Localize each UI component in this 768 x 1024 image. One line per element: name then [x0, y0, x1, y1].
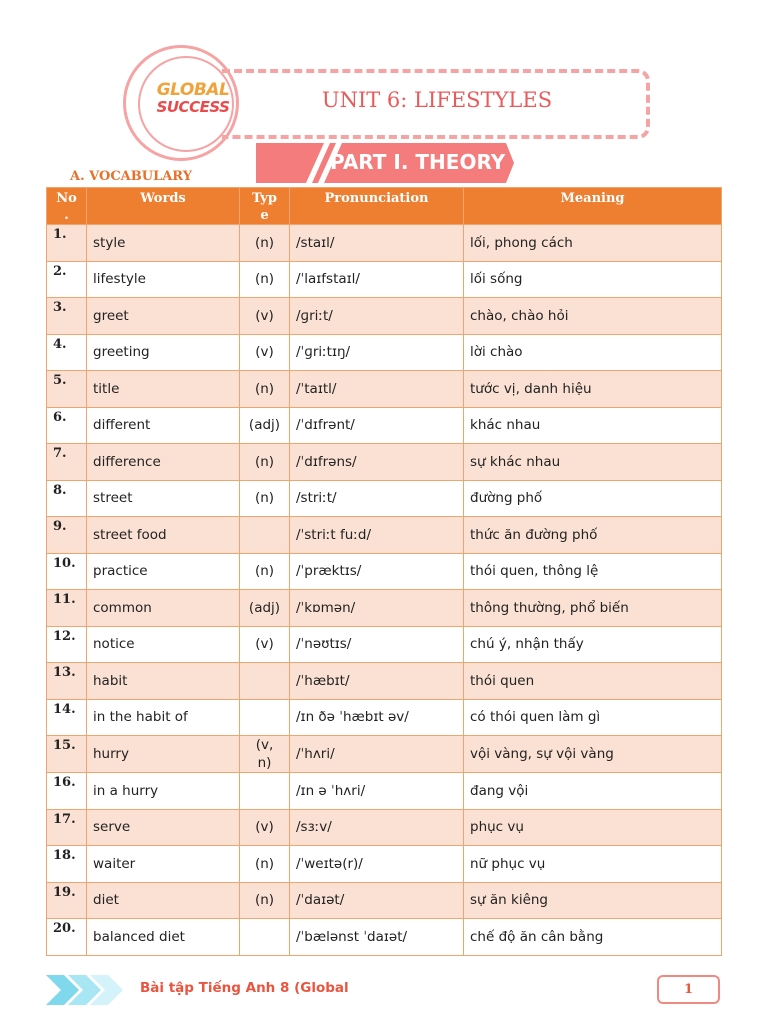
cell-number: 12. — [47, 626, 87, 663]
cell-pronunciation: /ˈdaɪət/ — [290, 882, 464, 919]
cell-number: 2. — [47, 261, 87, 298]
cell-type — [240, 773, 290, 810]
table-row — [47, 846, 722, 883]
cell-type: (adj) — [240, 407, 290, 444]
cell-number: 19. — [47, 882, 87, 919]
cell-pronunciation: /ˈweɪtə(r)/ — [290, 846, 464, 883]
table-row — [47, 919, 722, 956]
cell-number: 5. — [47, 371, 87, 408]
cell-type: (v) — [240, 626, 290, 663]
cell-meaning: thói quen — [464, 663, 722, 700]
cell-word: style — [87, 225, 240, 262]
cell-type — [240, 699, 290, 736]
cell-number: 1. — [47, 225, 87, 262]
cell-meaning: có thói quen làm gì — [464, 699, 722, 736]
cell-number: 9. — [47, 517, 87, 554]
cell-pronunciation: /ɪn ə ˈhʌri/ — [290, 773, 464, 810]
header-meaning: Meaning — [464, 188, 722, 225]
cell-type: (n) — [240, 444, 290, 481]
footer-chevron-icon — [46, 975, 136, 1005]
cell-word: title — [87, 371, 240, 408]
cell-pronunciation: /staɪl/ — [290, 225, 464, 262]
cell-pronunciation: /ˈtaɪtl/ — [290, 371, 464, 408]
cell-number: 4. — [47, 334, 87, 371]
cell-pronunciation: /ˈstriːt fuːd/ — [290, 517, 464, 554]
cell-meaning: tước vị, danh hiệu — [464, 371, 722, 408]
cell-word: lifestyle — [87, 261, 240, 298]
header-no: No . — [47, 188, 87, 225]
table-row — [47, 773, 722, 810]
cell-word: in a hurry — [87, 773, 240, 810]
cell-word: street — [87, 480, 240, 517]
table-row — [47, 298, 722, 335]
cell-pronunciation: /ɪn ðə ˈhæbɪt əv/ — [290, 699, 464, 736]
cell-word: greeting — [87, 334, 240, 371]
cell-word: greet — [87, 298, 240, 335]
cell-number: 17. — [47, 809, 87, 846]
cell-number: 11. — [47, 590, 87, 627]
table-row — [47, 444, 722, 481]
unit-title: UNIT 6: LIFESTYLES — [321, 88, 553, 112]
logo-line-1: GLOBAL — [156, 80, 230, 100]
cell-meaning: sự khác nhau — [464, 444, 722, 481]
table-row — [47, 736, 722, 773]
cell-meaning: đang vội — [464, 773, 722, 810]
cell-meaning: chế độ ăn cân bằng — [464, 919, 722, 956]
table-row — [47, 225, 722, 262]
section-title: A. VOCABULARY — [70, 169, 192, 184]
cell-word: different — [87, 407, 240, 444]
cell-word: common — [87, 590, 240, 627]
cell-word: practice — [87, 553, 240, 590]
table-row — [47, 809, 722, 846]
cell-type: (n) — [240, 225, 290, 262]
table-row — [47, 371, 722, 408]
cell-type — [240, 919, 290, 956]
cell-number: 15. — [47, 736, 87, 773]
cell-word: serve — [87, 809, 240, 846]
table-row — [47, 663, 722, 700]
vocabulary-table — [46, 187, 722, 956]
cell-number: 14. — [47, 699, 87, 736]
cell-pronunciation: /sɜːv/ — [290, 809, 464, 846]
cell-number: 8. — [47, 480, 87, 517]
table-row — [47, 626, 722, 663]
cell-meaning: thói quen, thông lệ — [464, 553, 722, 590]
cell-pronunciation: /ˈdɪfrənt/ — [290, 407, 464, 444]
cell-number: 7. — [47, 444, 87, 481]
cell-meaning: phục vụ — [464, 809, 722, 846]
cell-meaning: nữ phục vụ — [464, 846, 722, 883]
part-title: PART I. THEORY — [330, 150, 506, 174]
cell-meaning: thông thường, phổ biến — [464, 590, 722, 627]
cell-meaning: lối sống — [464, 261, 722, 298]
cell-number: 10. — [47, 553, 87, 590]
cell-word: in the habit of — [87, 699, 240, 736]
cell-pronunciation: /ˈɡriːtɪŋ/ — [290, 334, 464, 371]
footer-book-title: Bài tập Tiếng Anh 8 (Global — [140, 980, 349, 996]
cell-number: 6. — [47, 407, 87, 444]
cell-type: (v) — [240, 298, 290, 335]
cell-type: (v) — [240, 809, 290, 846]
cell-meaning: lời chào — [464, 334, 722, 371]
table-row — [47, 407, 722, 444]
header-pronunciation: Pronunciation — [290, 188, 464, 225]
table-row — [47, 334, 722, 371]
cell-word: hurry — [87, 736, 240, 773]
cell-type: (n) — [240, 846, 290, 883]
cell-type — [240, 663, 290, 700]
cell-type: (v) — [240, 334, 290, 371]
cell-word: notice — [87, 626, 240, 663]
header-type: Typ e — [240, 188, 290, 225]
cell-number: 3. — [47, 298, 87, 335]
cell-pronunciation: /ˈnəʊtɪs/ — [290, 626, 464, 663]
cell-word: waiter — [87, 846, 240, 883]
cell-meaning: chào, chào hỏi — [464, 298, 722, 335]
cell-word: street food — [87, 517, 240, 554]
table-row — [47, 553, 722, 590]
cell-number: 16. — [47, 773, 87, 810]
table-row — [47, 480, 722, 517]
cell-pronunciation: /ˈhæbɪt/ — [290, 663, 464, 700]
table-header-row — [47, 188, 722, 225]
cell-meaning: lối, phong cách — [464, 225, 722, 262]
cell-number: 13. — [47, 663, 87, 700]
table-row — [47, 590, 722, 627]
table-row — [47, 882, 722, 919]
cell-word: diet — [87, 882, 240, 919]
cell-type: (n) — [240, 480, 290, 517]
cell-pronunciation: /ˈlaɪfstaɪl/ — [290, 261, 464, 298]
cell-meaning: vội vàng, sự vội vàng — [464, 736, 722, 773]
table-row — [47, 517, 722, 554]
cell-number: 18. — [47, 846, 87, 883]
cell-meaning: chú ý, nhận thấy — [464, 626, 722, 663]
logo-line-2: SUCCESS — [156, 98, 230, 116]
cell-type: (n) — [240, 882, 290, 919]
cell-type: (v, n) — [240, 736, 290, 773]
cell-pronunciation: /ˈpræktɪs/ — [290, 553, 464, 590]
table-row — [47, 699, 722, 736]
cell-type: (n) — [240, 371, 290, 408]
cell-pronunciation: /ˈbælənst ˈdaɪət/ — [290, 919, 464, 956]
cell-type — [240, 517, 290, 554]
table-row — [47, 261, 722, 298]
cell-word: balanced diet — [87, 919, 240, 956]
cell-pronunciation: /ˈdɪfrəns/ — [290, 444, 464, 481]
cell-word: difference — [87, 444, 240, 481]
cell-word: habit — [87, 663, 240, 700]
cell-pronunciation: /striːt/ — [290, 480, 464, 517]
cell-meaning: thức ăn đường phố — [464, 517, 722, 554]
cell-pronunciation: /ɡriːt/ — [290, 298, 464, 335]
cell-meaning: đường phố — [464, 480, 722, 517]
header-words: Words — [87, 188, 240, 225]
cell-number: 20. — [47, 919, 87, 956]
cell-pronunciation: /ˈhʌri/ — [290, 736, 464, 773]
cell-pronunciation: /ˈkɒmən/ — [290, 590, 464, 627]
page-number: 1 — [657, 975, 720, 1004]
cell-meaning: khác nhau — [464, 407, 722, 444]
cell-type: (n) — [240, 261, 290, 298]
cell-meaning: sự ăn kiêng — [464, 882, 722, 919]
cell-type: (adj) — [240, 590, 290, 627]
cell-type: (n) — [240, 553, 290, 590]
